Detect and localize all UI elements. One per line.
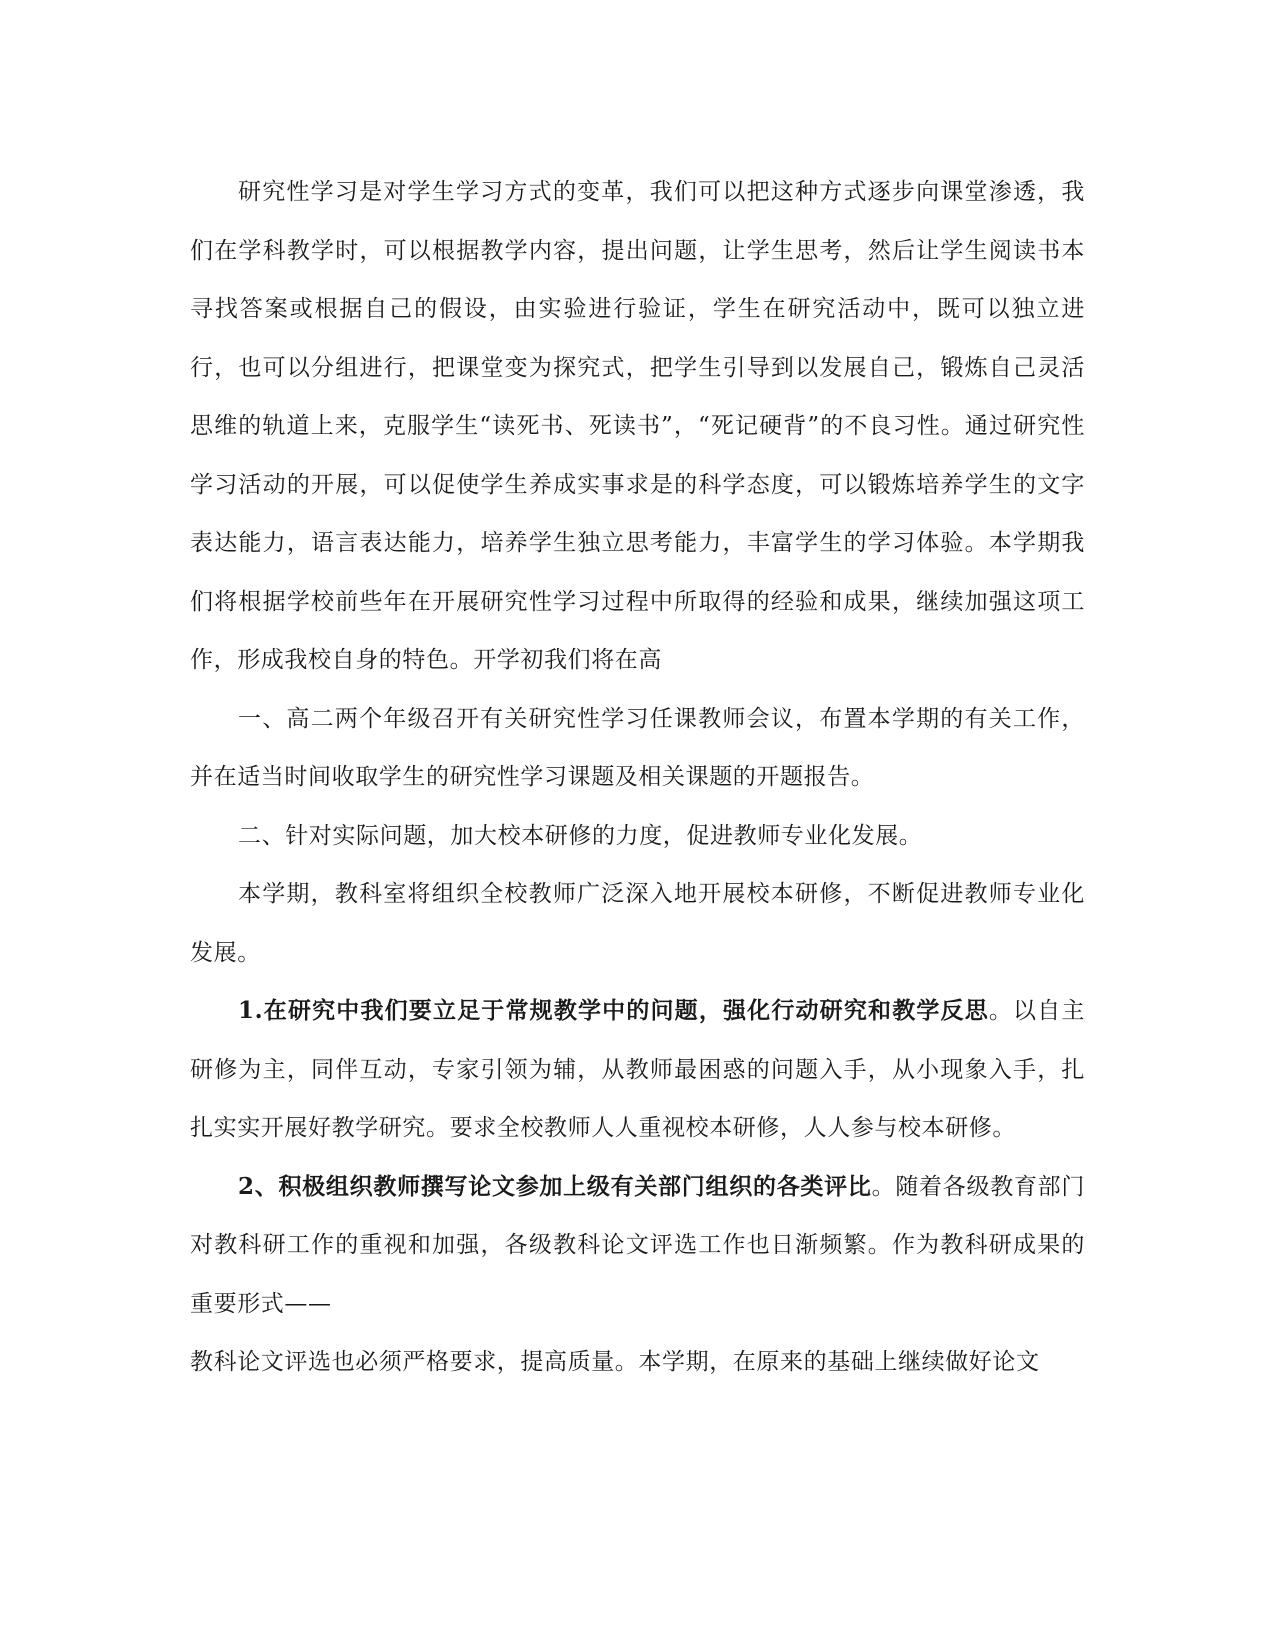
paragraph-heading: 1.在研究中我们要立足于常规教学中的问题，强化行动研究和教学反思	[238, 997, 989, 1024]
paragraph-item-two	[190, 807, 1085, 866]
paragraph-text: 二、针对实际问题，加大校本研修的力度，促进教师专业化发展。	[238, 822, 923, 849]
paragraph-text: 教科论文评选也必须严格要求，提高质量。本学期，在原来的基础上继续做好论文	[190, 1349, 1040, 1375]
paragraph-text: 。随着各级教育部门对教科研工作的重视和加强，各级教科论文评选工作也日渐频繁。作为教科研成果的重要形式——	[190, 1173, 1085, 1317]
paragraph-this-semester	[190, 865, 1085, 982]
paragraph-research-learning	[190, 163, 1085, 690]
paragraph-heading: 2、积极组织教师撰写论文参加上级有关部门组织的各类评比	[238, 1172, 872, 1200]
paragraph-text: 一、高二两个年级召开有关研究性学习任课教师会议，布置本学期的有关工作，并在适当时间收取学生的研究性学习课题及相关课题的开题报告。	[190, 705, 1085, 790]
paragraph-item-one	[190, 690, 1085, 807]
paragraph-text: 研究性学习是对学生学习方式的变革，我们可以把这种方式逐步向课堂渗透，我们在学科教学时，可以根据教学内容，提出问题，让学生思考，然后让学生阅读书本寻找答案或根据自己的假设，由实验进行验证，学生在研究活动中，既可以独立进行，也可以分组进行，把课堂变为探究式，把学生引导到以发展自己，锻炼自己灵活思维的轨道上来，克服学生“读死书、死读书”，“死记硬背”的不良习性。通过研究性学习活动的开展，可以促使学生养成实事求是的科学态度，可以锻炼培养学生的文字表达能力，语言表达能力，培养学生独立思考能力，丰富学生的学习体验。本学期我们将根据学校前些年在开展研究性学习过程中所取得的经验和成果，继续加强这项工作，形成我校自身的特色。开学初我们将在高	[190, 179, 1085, 673]
paragraph-continuation	[190, 1333, 1085, 1392]
document-body	[190, 163, 1085, 1392]
paragraph-point-one	[190, 982, 1085, 1158]
paragraph-point-two	[190, 1158, 1085, 1334]
paragraph-text: 本学期，教科室将组织全校教师广泛深入地开展校本研修，不断促进教师专业化发展。	[190, 881, 1085, 966]
paragraph-text: 。以自主研修为主，同伴互动，专家引领为辅，从教师最困惑的问题入手，从小现象入手，扎扎实实开展好教学研究。要求全校教师人人重视校本研修，人人参与校本研修。	[190, 998, 1086, 1141]
